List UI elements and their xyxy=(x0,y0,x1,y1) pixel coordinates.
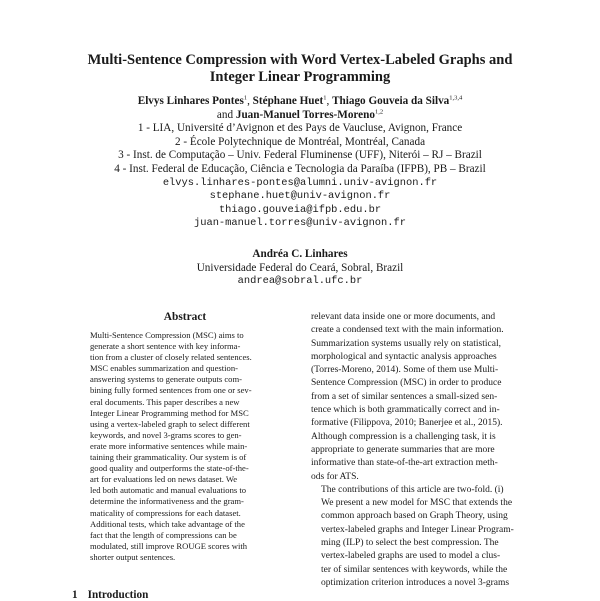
affiliation: 2 - École Polytechnique de Montréal, Montréal, Canada xyxy=(174,135,426,148)
text-line: The contributions of this article are two-fold. (i) xyxy=(321,484,504,495)
author-name: Thiago Gouveia da Silva xyxy=(332,95,450,107)
author-email: thiago.gouveia@ifpb.edu.br xyxy=(218,203,382,216)
text-line: Integer Linear Programming method for MSC xyxy=(90,407,249,418)
text-line: vertex-labeled graphs and Integer Linear Program- xyxy=(321,524,514,535)
author-affil-marker: 1 xyxy=(323,94,327,102)
text-line: keywords, and novel 3-grams scores to gen- xyxy=(90,429,242,440)
author-name: Juan-Manuel Torres-Moreno xyxy=(235,108,375,121)
second-author-block xyxy=(60,248,540,289)
text-line: common approach based on Graph Theory, using xyxy=(321,511,508,522)
text-line: art for evaluations led on news dataset. We xyxy=(90,474,238,485)
abstract-body xyxy=(90,330,280,563)
author-separator: , xyxy=(247,95,253,107)
text-line: Although compression is a challenging task, it is xyxy=(311,431,496,442)
body-paragraph xyxy=(311,311,534,484)
author-email: stephane.huet@univ-avignon.fr xyxy=(209,190,391,203)
text-line: morphological and syntactic analysis approaches xyxy=(311,351,497,362)
text-line: optimization criterion introduces a novel 3-grams xyxy=(321,577,510,588)
title-line: Integer Linear Programming xyxy=(209,69,391,85)
affiliation: 3 - Inst. de Computação – Univ. Federal Fluminense (UFF), Niterói – RJ – Brazil xyxy=(118,149,482,162)
author-email: juan-manuel.torres@univ-avignon.fr xyxy=(193,217,406,230)
author-separator: and xyxy=(216,108,234,121)
author-affil-marker: 1,3,4 xyxy=(449,94,463,102)
author-name: Elvys Linhares Pontes xyxy=(137,95,244,107)
text-line: tion from a cluster of closely related sentences. xyxy=(90,352,252,363)
author-line xyxy=(40,95,560,109)
text-line: vertex-labeled graphs are used to model a clus- xyxy=(321,551,501,562)
author-affil-marker: 1,2 xyxy=(374,107,384,115)
text-line: good quality and outperforms the state-of-the- xyxy=(90,463,249,474)
text-line: We present a new model for MSC that extends the xyxy=(321,498,513,509)
text-line: using a vertex-labeled graph to select different xyxy=(90,418,250,429)
right-column xyxy=(311,311,534,590)
body-paragraph xyxy=(311,484,534,590)
text-line: formative (Filippova, 2010; Banerjee et al., 2015). xyxy=(311,418,503,429)
author-separator: , xyxy=(326,95,333,107)
text-line: led both automatic and manual evaluations to xyxy=(90,485,247,496)
text-line: answering systems to generate outputs com- xyxy=(90,374,243,385)
abstract-heading: Abstract xyxy=(163,311,207,323)
text-line: (Torres-Moreno, 2014). Some of them use Multi- xyxy=(311,365,499,376)
author-email: elvys.linhares-pontes@alumni.univ-avignon.fr xyxy=(162,176,438,189)
text-line: taining their grammaticality. Our system is of xyxy=(90,452,247,463)
section-number: 1 xyxy=(72,589,78,601)
text-line: ods for ATS. xyxy=(311,471,359,482)
text-line: Additional tests, which take advantage of the xyxy=(90,518,245,529)
text-line: Multi-Sentence Compression (MSC) aims to xyxy=(90,330,244,340)
text-line: modulated, still improve ROUGE scores with xyxy=(90,540,248,551)
text-line: Summarization systems usually rely on statistical, xyxy=(311,338,501,349)
paper-title xyxy=(60,52,540,86)
author-email: andrea@sobral.ufc.br xyxy=(237,275,363,288)
text-line: determine the informativeness and the gram- xyxy=(90,496,244,507)
text-line: eral documents. This paper describes a new xyxy=(90,396,240,407)
title-line: Multi-Sentence Compression with Word Vertex-Labeled Graphs and xyxy=(87,52,513,68)
text-line: Sentence Compression (MSC) in order to produce xyxy=(311,378,502,389)
text-line: create a condensed text with the main information. xyxy=(311,325,504,336)
affiliation: Universidade Federal do Ceará, Sobral, Brazil xyxy=(196,261,404,274)
text-line: erate more informative sentences while main- xyxy=(90,440,248,451)
text-line: ter of similar sentences with keywords, while the xyxy=(321,564,508,575)
text-line: MSC enables summarization and question- xyxy=(90,363,238,374)
text-line: ming (ILP) to select the best compression. The xyxy=(321,538,499,549)
affiliation: 1 - LIA, Université d’Avignon et des Pays de Vaucluse, Avignon, France xyxy=(137,122,463,135)
author-block xyxy=(40,95,560,231)
text-line: generate a short sentence with key informa- xyxy=(90,341,241,352)
text-line: bining fully formed sentences from one or sev- xyxy=(90,385,252,396)
text-line: fact that the length of compressions can be xyxy=(90,529,237,540)
text-line: informative than state-of-the-art extraction meth- xyxy=(311,458,498,469)
affiliation: 4 - Inst. Federal de Educação, Ciência e Tecnologia da Paraíba (IFPB), PB – Brazil xyxy=(114,162,486,175)
author-name: Stéphane Huet xyxy=(252,95,324,107)
text-line: shorter output sentences. xyxy=(90,551,176,562)
author-affil-marker: 1 xyxy=(243,94,248,102)
author-name: Andréa C. Linhares xyxy=(252,248,348,260)
text-line: relevant data inside one or more documents, and xyxy=(311,312,496,322)
author-line xyxy=(40,109,560,123)
text-line: maticality of compressions for each dataset. xyxy=(90,507,241,518)
section-title: Introduction xyxy=(87,589,149,601)
section-heading-introduction xyxy=(72,589,158,601)
text-line: tence which is both grammatically correct and in- xyxy=(311,405,500,416)
text-line: appropriate to generate summaries that are more xyxy=(311,444,495,455)
text-line: from a set of similar sentences a small-sized sen- xyxy=(311,391,498,402)
